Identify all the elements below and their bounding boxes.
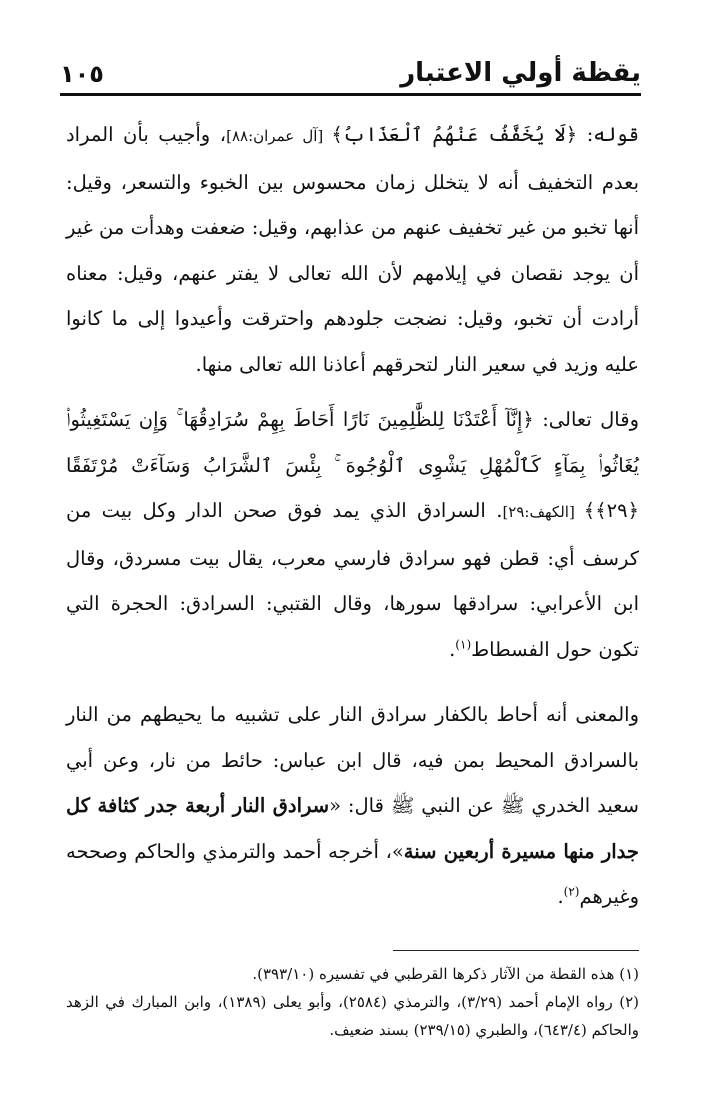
para2-end: . bbox=[449, 637, 456, 661]
footnote-1: (١) هذه القطة من الآثار ذكرها القرطبي في تفسيره (٣٩٣/١٠). bbox=[252, 965, 639, 983]
page-number: ١٠٥ bbox=[60, 60, 104, 88]
running-title: يقظة أولي الاعتبار bbox=[400, 58, 641, 88]
verse-ref-1: [آل عمران:٨٨] bbox=[226, 127, 332, 145]
para1-lead: قوله: bbox=[577, 123, 639, 146]
para2-text: . السرادق الذي يمد فوق صحن الدار وكل بيت من كرسف أي: قطن فهو سرادق فارسي معرب، يقال بيت مسردق، وقال ابن الأعرابي: سرادقها سورها، وقال القتبي: السرادق: الحجرة التي تكون حول الفسطاط bbox=[66, 499, 639, 661]
para3-end: . bbox=[557, 885, 564, 908]
quran-verse-2: ﴿إِنَّآ أَعْتَدْنَا لِلظَّٰلِمِينَ نَارًا أَحَاطَ بِهِمْ سُرَادِقُهَا ۚ وَإِن يَسْتَغِيثُوا۟ يُغَاثُوا۟ بِمَآءٍ كَٱلْمُهْلِ يَشْوِى ٱلْوُجُوهَ ۚ بِئْسَ ٱلشَّرَابُ وَسَآءَتْ مُرْتَفَقًا ﴿٢٩﴾﴾ bbox=[66, 408, 640, 522]
para1-text: ، وأجيب بأن المراد بعدم التخفيف أنه لا يتخلل زمان محسوس بين الخبوء والتسعر، وقيل: أنها تخبو من غير تخفيف عنهم من عذابهم، وقيل: ضعفت وهدأت من غير أن يوجد نقصان في إيلامهم لأن الله تعالى لا يفتر عنهم، وقيل: معناه أرادت أن تخبو، وقيل: نضجت جلودهم واحترقت وأعيدوا إلى ما كانوا عليه وزيد في سعير النار لتحرقهم أعاذنا الله تعالى منها. bbox=[66, 123, 639, 376]
header-rule bbox=[60, 93, 641, 96]
para3-text2: »، أخرجه أحمد والترمذي والحاكم وصححه وغيرهم bbox=[66, 839, 639, 908]
quran-verse-1: ﴿لَا يُخَفَّفُ عَنْهُمُ ٱلْعَذَابُ﴾ bbox=[331, 123, 578, 146]
main-text bbox=[66, 112, 639, 920]
paragraph-1 bbox=[66, 112, 639, 387]
page-header bbox=[60, 52, 641, 96]
hadith-text: سرادق النار أربعة جدر كثافة كل جدار منها مسيرة أربعين سنة bbox=[66, 794, 639, 863]
footnote-2: (٢) رواه الإمام أحمد (٣/٢٩)، والترمذي (٢٥٨٤)، وأبو يعلى (١٣٨٩)، وابن المبارك في الزهد والحاكم (٦٤٣/٤)، والطبري (٢٣٩/١٥) بسند ضعيف. bbox=[66, 993, 639, 1039]
para2-lead: وقال تعالى: bbox=[533, 408, 639, 431]
paragraph-3 bbox=[66, 692, 639, 920]
paragraph-2 bbox=[66, 397, 639, 672]
footnote-divider bbox=[393, 950, 639, 951]
footnote-marker-2[interactable]: (٢) bbox=[563, 884, 580, 899]
verse-ref-2: [الكهف:٢٩] bbox=[502, 503, 584, 521]
footnotes bbox=[66, 960, 639, 1044]
para3-text: والمعنى أنه أحاط بالكفار سرادق النار على تشبيه ما يحيطهم من النار بالسرادق المحيط بمن فيه، قال ابن عباس: حائط من نار، وعن أبي سعيد الخدري ﷺ عن النبي ﷺ قال: « bbox=[66, 703, 639, 817]
footnote-marker-1[interactable]: (١) bbox=[455, 637, 472, 651]
